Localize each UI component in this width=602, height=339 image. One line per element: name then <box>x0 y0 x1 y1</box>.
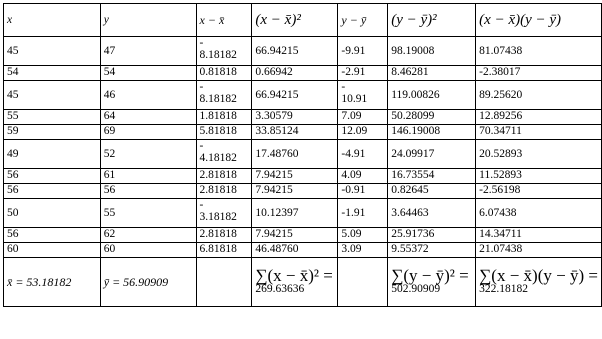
cell-y-deviation-squared-value: 0.82645 <box>391 184 429 196</box>
header-x: x <box>4 4 101 37</box>
cell-xy-product <box>476 140 602 169</box>
cell-x-deviation-squared <box>252 81 338 110</box>
cell-y-deviation <box>338 125 388 140</box>
cell-y <box>100 37 196 66</box>
cell-x-deviation <box>196 81 252 110</box>
sum-x-deviation-squared: ∑(x − x̄)² = 269.63636 <box>252 258 338 307</box>
cell-y-deviation-squared <box>388 110 476 125</box>
table-row <box>4 243 602 258</box>
cell-y-deviation-squared <box>388 184 476 199</box>
cell-y-value: 64 <box>103 110 116 122</box>
cell-y-deviation-squared <box>388 81 476 110</box>
cell-y-value: 46 <box>103 89 116 101</box>
cell-y-deviation-value: -0.91 <box>341 184 366 196</box>
cell-y-deviation-squared <box>388 66 476 81</box>
table-row <box>4 228 602 243</box>
sum-xy-product: ∑(x − x̄)(y − ȳ) = 322.18182 <box>476 258 602 307</box>
cell-xy-product-value: 6.07438 <box>479 207 517 219</box>
cell-y-deviation-squared <box>388 243 476 258</box>
cell-x-deviation <box>196 110 252 125</box>
cell-x-deviation-value: 2.81818 <box>199 228 237 240</box>
cell-xy-product <box>476 37 602 66</box>
cell-x-deviation-sign: - <box>199 199 204 211</box>
cell-x <box>4 81 101 110</box>
cell-xy-product-value: -2.56198 <box>479 184 521 196</box>
cell-x-deviation-squared <box>252 169 338 184</box>
cell-y-value: 60 <box>103 243 116 255</box>
cell-x-deviation-squared-value: 17.48760 <box>255 148 299 160</box>
cell-x-deviation-value: 2.81818 <box>199 184 237 196</box>
cell-y <box>100 140 196 169</box>
cell-x <box>4 66 101 81</box>
cell-x-deviation-sign: - <box>199 37 204 49</box>
cell-x-deviation-squared <box>252 125 338 140</box>
cell-x-deviation-value: 8.18182 <box>199 49 237 61</box>
cell-x-deviation-squared <box>252 66 338 81</box>
cell-x-value: 56 <box>7 228 19 240</box>
cell-y-deviation-value: -4.91 <box>341 148 366 160</box>
cell-x-deviation <box>196 184 252 199</box>
cell-y <box>100 81 196 110</box>
cell-y-deviation-squared-value: 25.91736 <box>391 228 435 240</box>
cell-y-deviation-value: 5.09 <box>341 228 362 240</box>
cell-y-deviation <box>338 81 388 110</box>
cell-xy-product <box>476 228 602 243</box>
totals-row <box>4 258 602 307</box>
cell-x-deviation <box>196 66 252 81</box>
cell-y-deviation-squared-value: 9.55372 <box>391 243 429 255</box>
cell-xy-product-value: 89.25620 <box>479 89 523 101</box>
table-row <box>4 110 602 125</box>
cell-y <box>100 184 196 199</box>
cell-y-deviation-squared <box>388 37 476 66</box>
cell-x-deviation-squared-value: 66.94215 <box>255 89 299 101</box>
cell-x-deviation <box>196 125 252 140</box>
cell-x-value: 56 <box>7 184 19 196</box>
cell-x-deviation-value: 0.81818 <box>199 66 237 78</box>
cell-x-deviation-value: 5.81818 <box>199 125 237 137</box>
sum-y-deviation-squared: ∑(y − ȳ)² = 502.90909 <box>388 258 476 307</box>
statistics-table <box>3 3 602 307</box>
cell-x <box>4 169 101 184</box>
cell-x-deviation-squared-value: 7.94215 <box>255 169 293 181</box>
cell-y-value: 56 <box>103 184 116 196</box>
cell-x-deviation-value: 6.81818 <box>199 243 237 255</box>
cell-y <box>100 110 196 125</box>
cell-y-deviation-squared <box>388 228 476 243</box>
cell-y-deviation <box>338 243 388 258</box>
cell-x <box>4 125 101 140</box>
cell-x <box>4 37 101 66</box>
header-y: y <box>100 4 196 37</box>
cell-xy-product <box>476 169 602 184</box>
cell-x-deviation-sign: - <box>199 81 204 93</box>
cell-xy-product <box>476 199 602 228</box>
cell-x-value: 54 <box>7 66 19 78</box>
header-y-deviation: y − ȳ <box>338 4 388 37</box>
cell-xy-product-value: 14.34711 <box>479 228 522 240</box>
cell-xy-product <box>476 243 602 258</box>
cell-xy-product <box>476 184 602 199</box>
cell-xy-product-value: -2.38017 <box>479 66 521 78</box>
cell-y-deviation-value: -2.91 <box>341 66 366 78</box>
cell-xy-product <box>476 66 602 81</box>
cell-x <box>4 140 101 169</box>
cell-y-deviation <box>338 228 388 243</box>
cell-x-deviation-value: 4.18182 <box>199 152 237 164</box>
cell-x <box>4 199 101 228</box>
header-x-deviation-squared: (x − x̄)² <box>252 4 338 37</box>
cell-x-deviation-value: 8.18182 <box>199 93 237 105</box>
table-row <box>4 140 602 169</box>
cell-y-value: 55 <box>103 207 116 219</box>
cell-x-deviation-squared <box>252 184 338 199</box>
cell-y-value: 61 <box>103 169 116 181</box>
cell-xy-product-value: 70.34711 <box>479 125 522 137</box>
cell-x-deviation-squared <box>252 37 338 66</box>
cell-xy-product-value: 12.89256 <box>479 110 523 122</box>
cell-x-deviation-sign: - <box>199 140 204 152</box>
cell-y-value: 52 <box>103 148 116 160</box>
cell-x-deviation <box>196 140 252 169</box>
cell-x-deviation-squared-value: 0.66942 <box>255 66 293 78</box>
cell-x-deviation-squared-value: 66.94215 <box>255 45 299 57</box>
cell-x-deviation-squared <box>252 243 338 258</box>
cell-x-deviation <box>196 228 252 243</box>
cell-x-deviation-squared <box>252 140 338 169</box>
table-row <box>4 184 602 199</box>
cell-y-deviation-squared <box>388 140 476 169</box>
cell-y-deviation-squared-value: 98.19008 <box>391 45 435 57</box>
cell-xy-product <box>476 125 602 140</box>
cell-y-deviation-value: 3.09 <box>341 243 362 255</box>
cell-xy-product-value: 21.07438 <box>479 243 523 255</box>
cell-x <box>4 243 101 258</box>
cell-x-value: 55 <box>7 110 19 122</box>
table-row <box>4 169 602 184</box>
cell-x-deviation-squared-value: 7.94215 <box>255 184 293 196</box>
table-row <box>4 37 602 66</box>
cell-x-deviation <box>196 243 252 258</box>
cell-y-deviation-value: -1.91 <box>341 207 366 219</box>
cell-x-deviation <box>196 169 252 184</box>
cell-y-deviation-squared-value: 8.46281 <box>391 66 429 78</box>
cell-x-deviation-squared <box>252 199 338 228</box>
cell-y-deviation-squared <box>388 125 476 140</box>
cell-x-value: 50 <box>7 207 19 219</box>
table-row <box>4 66 602 81</box>
cell-x-value: 45 <box>7 45 19 57</box>
cell-y <box>100 228 196 243</box>
cell-y <box>100 199 196 228</box>
cell-xy-product-value: 81.07438 <box>479 45 523 57</box>
cell-y <box>100 169 196 184</box>
cell-xy-product <box>476 110 602 125</box>
header-row <box>4 4 602 37</box>
cell-y-deviation-value: 10.91 <box>341 93 368 105</box>
cell-x-deviation-squared <box>252 110 338 125</box>
cell-y-deviation-value: 7.09 <box>341 110 362 122</box>
empty-cell <box>338 258 388 307</box>
cell-y-deviation <box>338 37 388 66</box>
y-mean: ȳ = 56.90909 <box>100 258 196 307</box>
header-xy-product: (x − x̄)(y − ȳ) <box>476 4 602 37</box>
cell-x-value: 60 <box>7 243 19 255</box>
cell-y-deviation <box>338 169 388 184</box>
cell-x-value: 45 <box>7 89 19 101</box>
header-x-deviation: x − x̄ <box>196 4 252 37</box>
cell-x-deviation-value: 2.81818 <box>199 169 237 181</box>
empty-cell <box>196 258 252 307</box>
cell-x <box>4 228 101 243</box>
cell-y-deviation-squared-value: 3.64463 <box>391 207 429 219</box>
cell-y <box>100 125 196 140</box>
cell-x-deviation-squared-value: 46.48760 <box>255 243 299 255</box>
cell-y <box>100 243 196 258</box>
cell-x-value: 59 <box>7 125 19 137</box>
cell-y-deviation-squared-value: 119.00826 <box>391 89 440 101</box>
x-mean: x̄ = 53.18182 <box>4 258 101 307</box>
header-y-deviation-squared: (y − ȳ)² <box>388 4 476 37</box>
cell-x-deviation-squared-value: 3.30579 <box>255 110 293 122</box>
cell-y-deviation-value: 4.09 <box>341 169 362 181</box>
cell-x-deviation-value: 1.81818 <box>199 110 237 122</box>
cell-y-deviation <box>338 110 388 125</box>
cell-y-deviation-squared <box>388 199 476 228</box>
cell-y-deviation-squared-value: 50.28099 <box>391 110 435 122</box>
table-row <box>4 199 602 228</box>
cell-xy-product-value: 20.52893 <box>479 148 523 160</box>
cell-x-deviation-squared-value: 10.12397 <box>255 207 299 219</box>
cell-x <box>4 110 101 125</box>
cell-y-deviation <box>338 66 388 81</box>
table-row <box>4 125 602 140</box>
cell-xy-product <box>476 81 602 110</box>
cell-y-deviation-value: 12.09 <box>341 125 368 137</box>
cell-x-deviation-squared-value: 33.85124 <box>255 125 299 137</box>
cell-y <box>100 66 196 81</box>
cell-y-value: 69 <box>103 125 116 137</box>
cell-y-value: 47 <box>103 45 116 57</box>
cell-y-deviation-sign: - <box>341 81 346 93</box>
cell-y-deviation-squared-value: 16.73554 <box>391 169 435 181</box>
cell-x-value: 49 <box>7 148 19 160</box>
cell-y-deviation-value: -9.91 <box>341 45 366 57</box>
cell-x-deviation <box>196 199 252 228</box>
cell-x-value: 56 <box>7 169 19 181</box>
cell-y-deviation-squared-value: 24.09917 <box>391 148 435 160</box>
table-row <box>4 81 602 110</box>
cell-x-deviation-value: 3.18182 <box>199 211 237 223</box>
cell-y-value: 54 <box>103 66 116 78</box>
cell-xy-product-value: 11.52893 <box>479 169 522 181</box>
cell-x-deviation-squared <box>252 228 338 243</box>
cell-y-value: 62 <box>103 228 116 240</box>
cell-y-deviation <box>338 199 388 228</box>
cell-y-deviation-squared <box>388 169 476 184</box>
cell-x <box>4 184 101 199</box>
cell-x-deviation <box>196 37 252 66</box>
cell-x-deviation-squared-value: 7.94215 <box>255 228 293 240</box>
cell-y-deviation <box>338 140 388 169</box>
cell-y-deviation <box>338 184 388 199</box>
cell-y-deviation-squared-value: 146.19008 <box>391 125 441 137</box>
